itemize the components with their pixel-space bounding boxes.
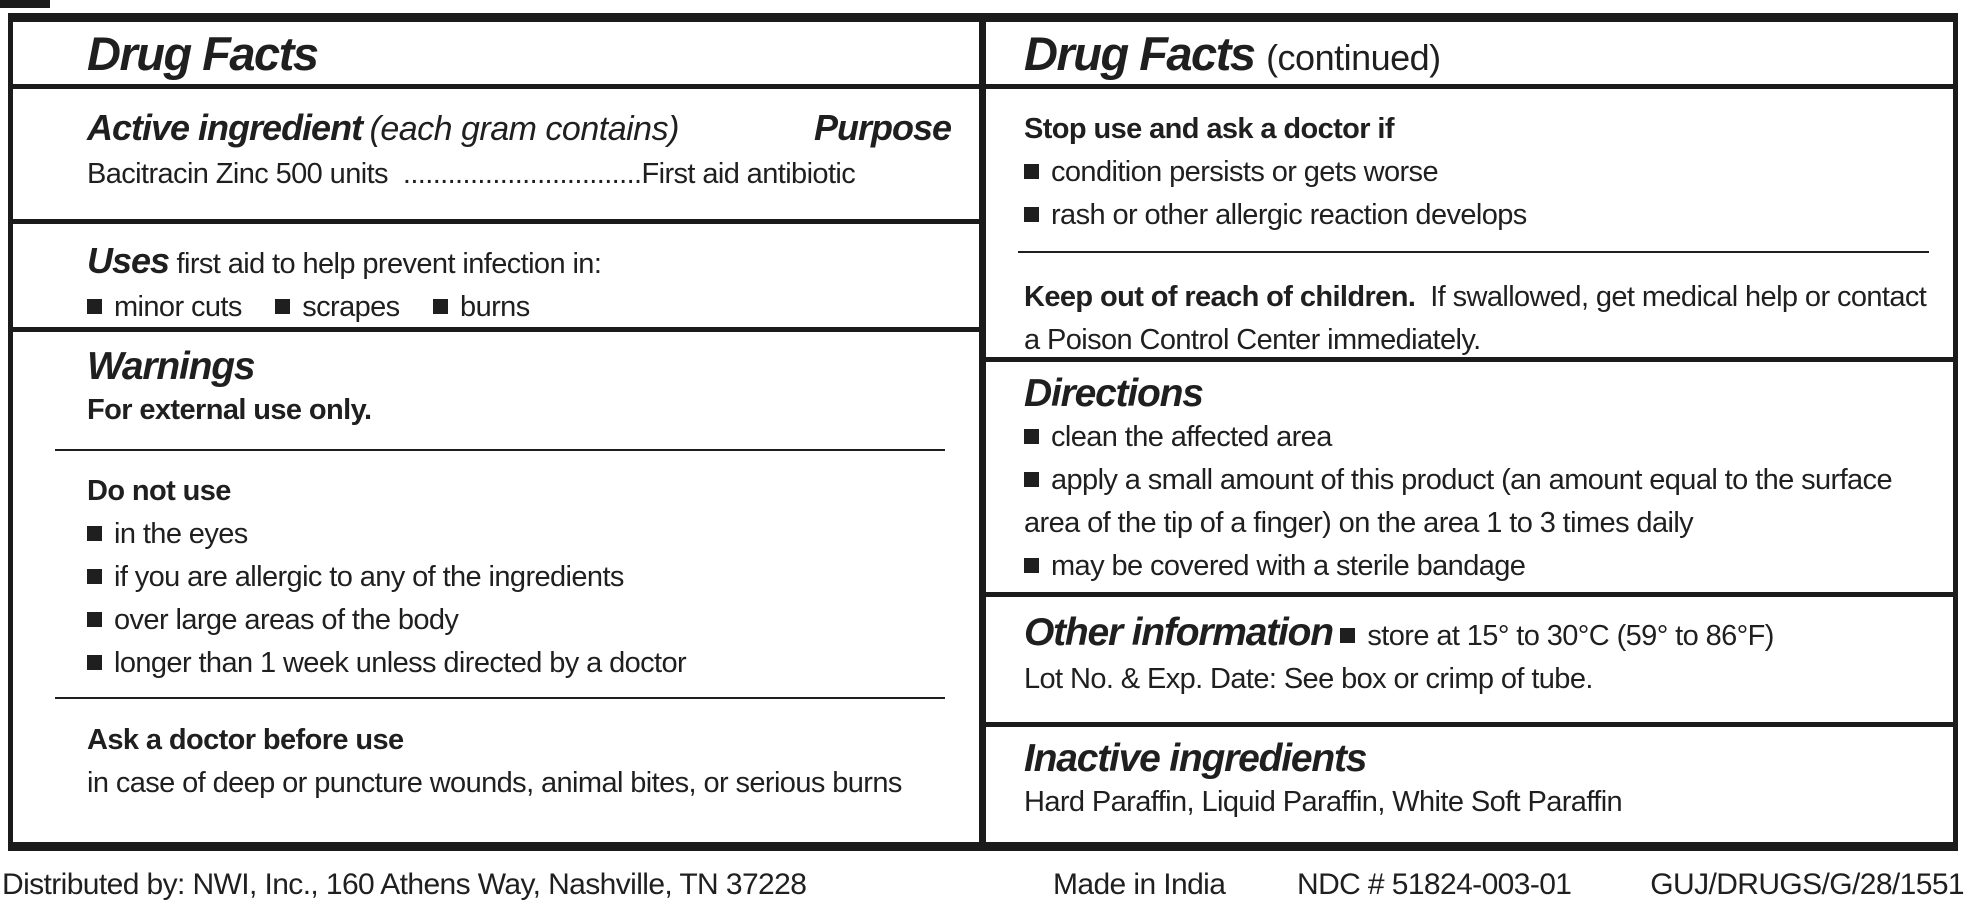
directions-item: clean the affected area (1024, 416, 1937, 459)
stop-use-section (986, 89, 1953, 357)
right-panel-title (986, 22, 1953, 84)
made-in-text: Made in India (1053, 868, 1226, 901)
left-panel (13, 22, 979, 842)
bullet-square-icon (1024, 472, 1039, 487)
uses-heading: Uses (87, 240, 170, 281)
label-frame (8, 13, 1958, 851)
bullet-square-icon (87, 655, 102, 670)
bullet-square-icon (87, 612, 102, 627)
directions-item: may be covered with a sterile bandage (1024, 545, 1937, 588)
active-ingredient-section (13, 89, 979, 219)
directions-heading: Directions (1024, 372, 1203, 415)
ingredient-name: Bacitracin Zinc 500 units (87, 158, 388, 190)
bullet-square-icon (275, 299, 290, 314)
scan-edge-mark (0, 0, 50, 8)
left-panel-title (13, 22, 979, 84)
bullet-square-icon (1024, 429, 1039, 444)
ask-doctor-heading: Ask a doctor before use (87, 723, 404, 756)
stop-use-item: condition persists or gets worse (1024, 151, 1937, 194)
stop-use-item: rash or other allergic reaction develops (1024, 194, 1937, 237)
lot-exp-text: Lot No. & Exp. Date: See box or crimp of tube. (1024, 663, 1593, 695)
hairline-rule (55, 449, 945, 451)
warnings-section (13, 332, 979, 842)
drug-facts-title: Drug Facts (87, 26, 318, 80)
active-ingredient-row (87, 153, 951, 196)
keep-out-heading: Keep out of reach of children. (1024, 281, 1416, 313)
ask-doctor-text: in case of deep or puncture wounds, animal bites, or serious burns (87, 766, 902, 799)
active-ingredient-heading: Active ingredient (87, 107, 363, 148)
purpose-value: First aid antibiotic (641, 158, 856, 190)
uses-bullet-item: scrapes (275, 291, 399, 323)
column-divider (979, 22, 986, 842)
hairline-rule (55, 697, 945, 699)
hairline-rule (1018, 251, 1929, 253)
uses-intro: first aid to help prevent infection in: (176, 248, 602, 280)
uses-bullet-row (87, 286, 951, 327)
do-not-use-item: in the eyes (87, 513, 951, 556)
bullet-square-icon (1024, 558, 1039, 573)
bullet-square-icon (87, 299, 102, 314)
external-use-text: For external use only. (87, 393, 372, 426)
do-not-use-item: if you are allergic to any of the ingredients (87, 556, 951, 599)
footer (0, 862, 1968, 907)
inactive-ingredients-section (986, 727, 1953, 842)
uses-bullet-item: burns (433, 291, 530, 323)
active-ingredient-heading-row (87, 106, 679, 153)
storage-text: store at 15° to 30°C (59° to 86°F) (1367, 620, 1774, 652)
inactive-ingredients-text: Hard Paraffin, Liquid Paraffin, White Soft Paraffin (1024, 785, 1623, 818)
dot-leader: ................................ (402, 158, 642, 190)
keep-out-text: If swallowed, get medical help or contact a Poison Control Center immediately. (1024, 281, 1927, 356)
keep-out-paragraph (1024, 276, 1937, 357)
purpose-heading: Purpose (813, 107, 951, 148)
directions-section (986, 362, 1953, 592)
bullet-square-icon (433, 299, 448, 314)
do-not-use-item: longer than 1 week unless directed by a doctor (87, 642, 951, 685)
bullet-square-icon (87, 526, 102, 541)
active-ingredient-note: (each gram contains) (369, 110, 679, 148)
do-not-use-heading: Do not use (87, 474, 231, 507)
do-not-use-item: over large areas of the body (87, 599, 951, 642)
stop-use-heading: Stop use and ask a doctor if (1024, 113, 1394, 145)
ndc-number: NDC # 51824-003-01 (1297, 868, 1572, 901)
other-information-heading: Other information (1024, 611, 1333, 654)
right-panel (986, 22, 1953, 842)
uses-bullet-item: minor cuts (87, 291, 242, 323)
drug-facts-continued-title: Drug Facts (continued) (1024, 26, 1441, 80)
distributor-text: Distributed by: NWI, Inc., 160 Athens Way, Nashville, TN 37228 (2, 868, 807, 901)
other-information-section (986, 597, 1953, 722)
bullet-square-icon (1024, 207, 1039, 222)
other-information-row (1024, 612, 1937, 658)
warnings-heading: Warnings (87, 345, 255, 388)
uses-section (13, 224, 979, 327)
directions-item: apply a small amount of this product (an amount equal to the surface area of the tip of a finger) on the area 1 to 3 times daily (1024, 463, 1892, 539)
continued-note: (continued) (1266, 36, 1441, 78)
bullet-square-icon (87, 569, 102, 584)
bullet-square-icon (1024, 164, 1039, 179)
bullet-square-icon (1340, 628, 1355, 643)
license-number: GUJ/DRUGS/G/28/1551 (1650, 868, 1964, 901)
inactive-ingredients-heading: Inactive ingredients (1024, 737, 1367, 780)
